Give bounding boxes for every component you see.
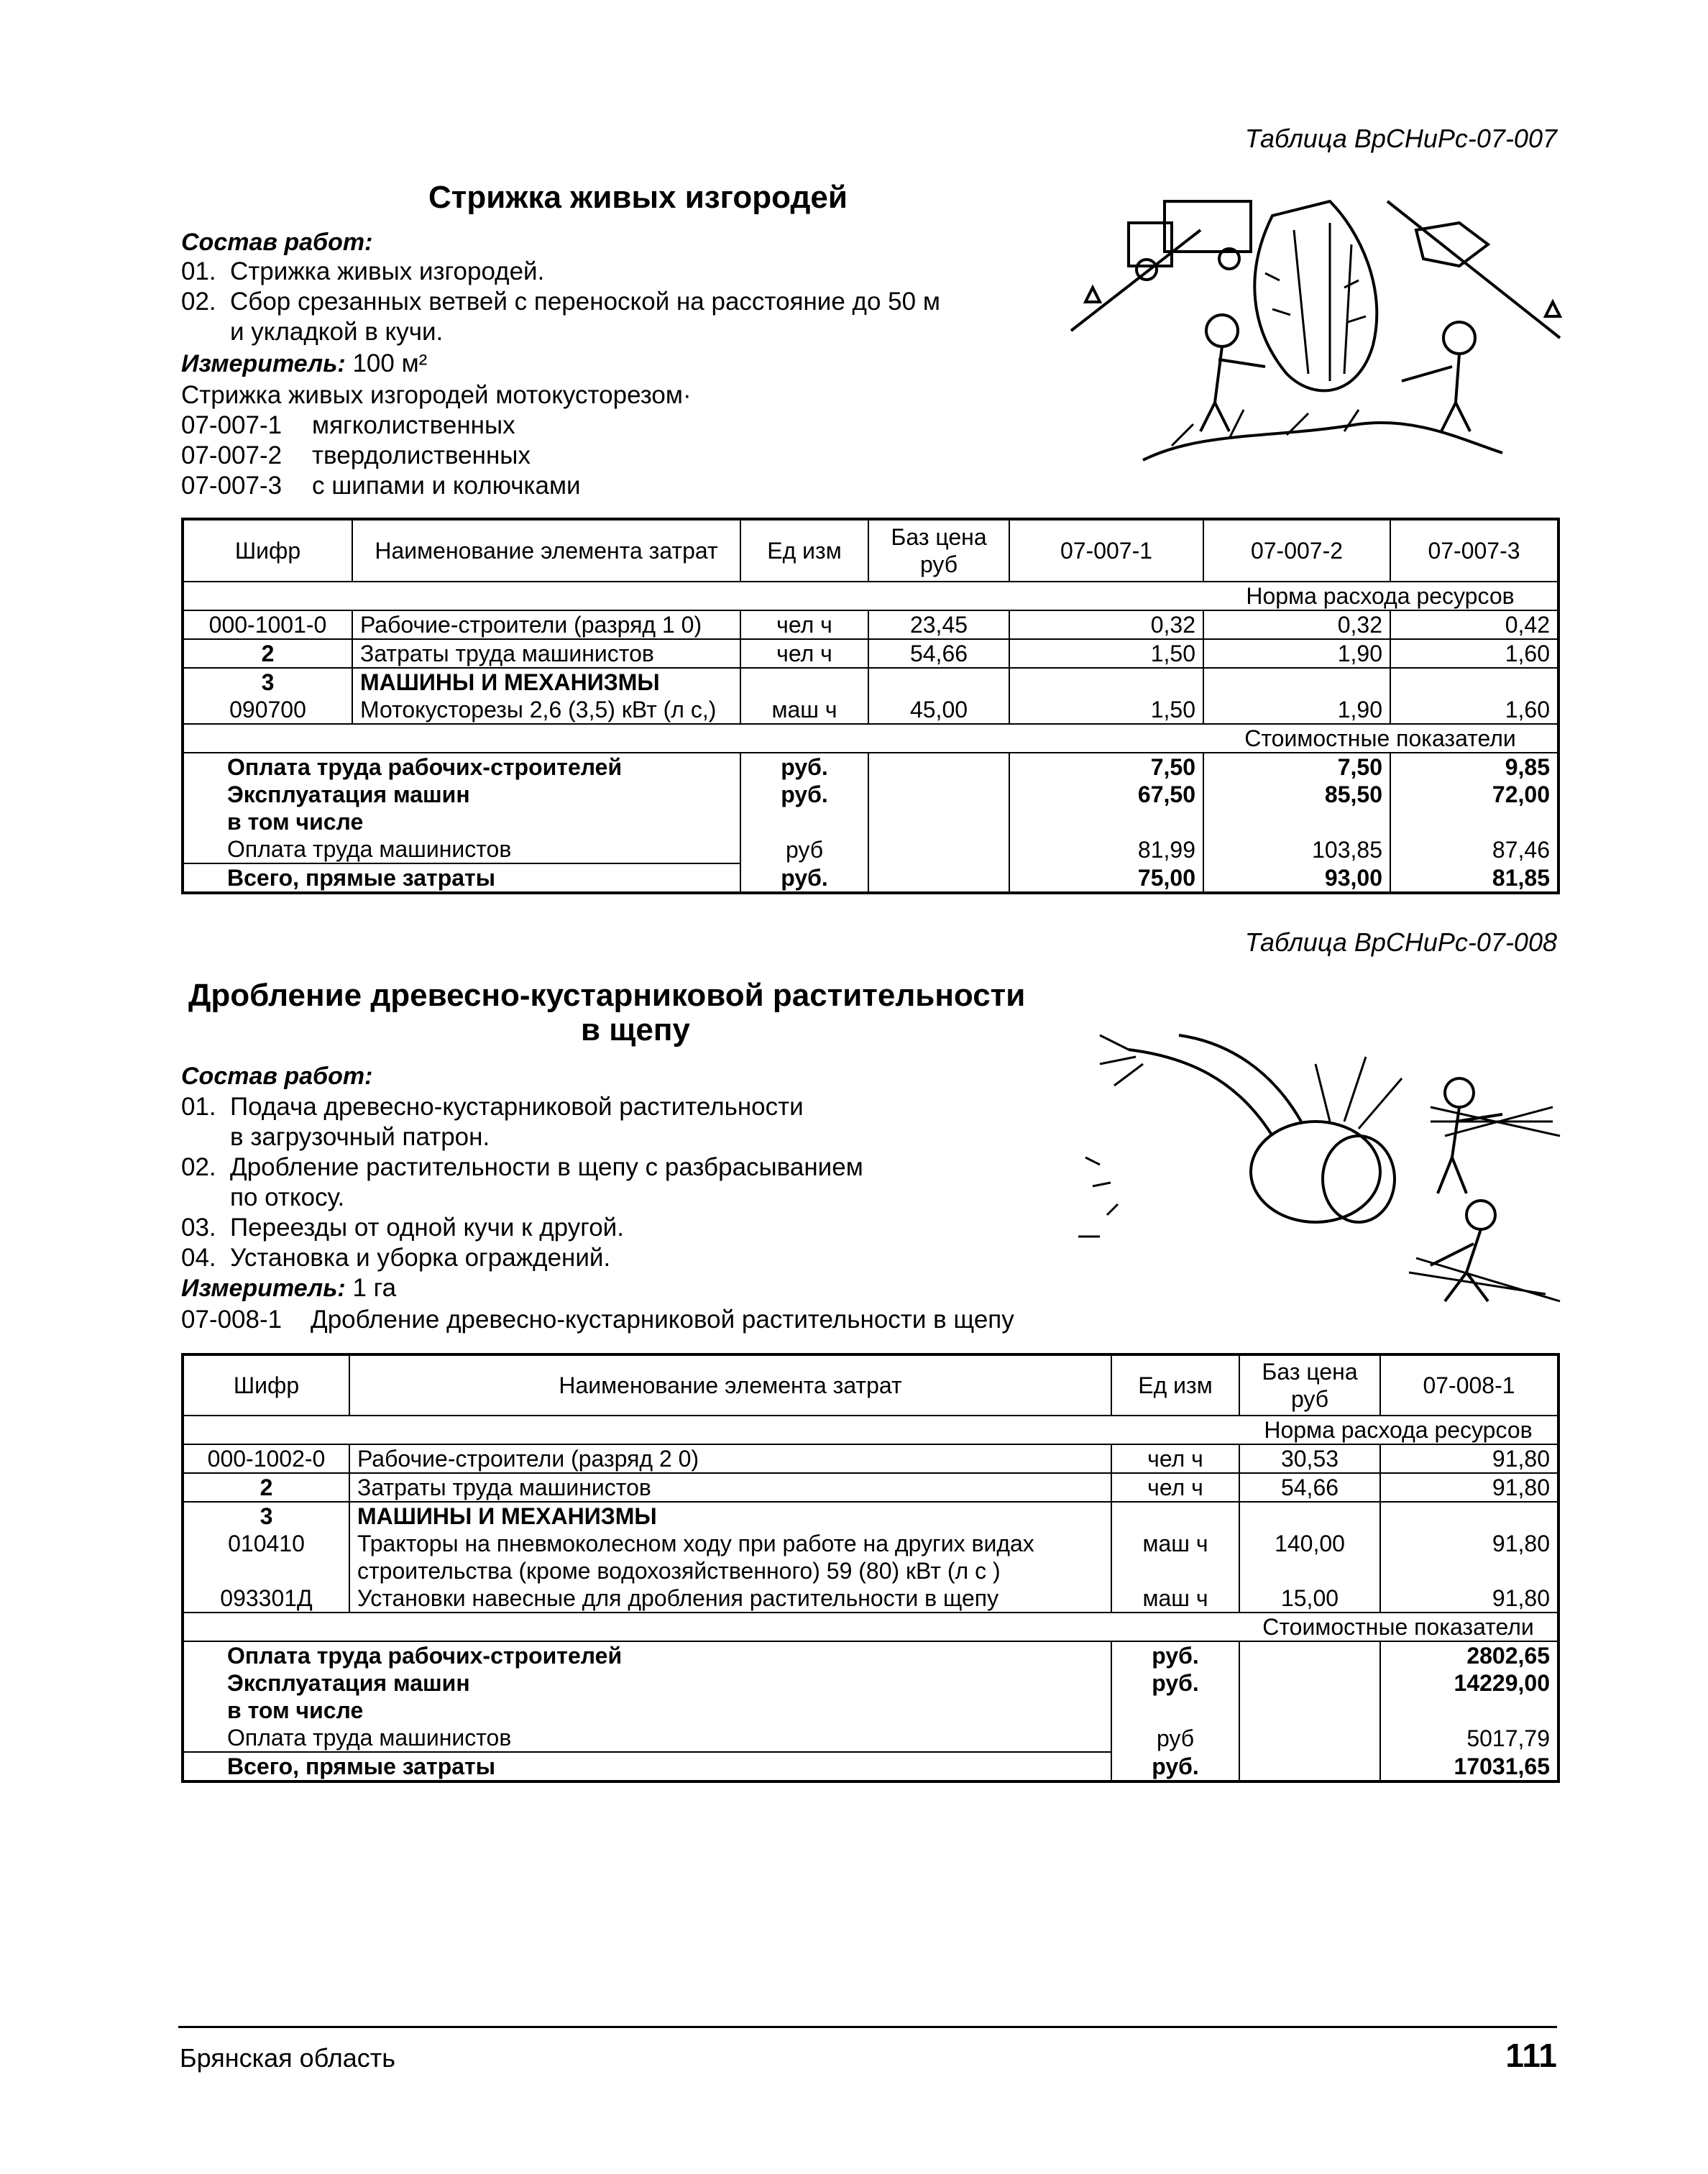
- cost-value: 75,00: [1009, 863, 1203, 893]
- header-col-2: 07-007-2: [1203, 519, 1390, 582]
- table-row: [183, 696, 1558, 724]
- header-price: Баз цена руб: [868, 519, 1009, 582]
- cost-row: [183, 781, 1558, 808]
- header-code: Шифр: [183, 1354, 349, 1416]
- row-value: 91,80: [1380, 1473, 1558, 1502]
- cost-unit: руб.: [1111, 1752, 1239, 1781]
- work-item: 02. Дробление растительности в щепу с разбрасыванием: [181, 1153, 863, 1181]
- row-code: 2: [183, 639, 352, 668]
- band-row: [183, 724, 1558, 753]
- row-value: 0,32: [1009, 610, 1203, 639]
- cost-name: Оплата труда машинистов: [183, 1724, 1111, 1752]
- row-value: 1,50: [1009, 639, 1203, 668]
- subtitle-line: Стрижка живых изгородей мотокусторезом·: [181, 381, 692, 409]
- work-item: 04. Установка и уборка ограждений.: [181, 1244, 611, 1272]
- cost-row: [183, 753, 1558, 781]
- measure-line: [181, 1274, 396, 1303]
- band-row: [183, 1613, 1558, 1641]
- measure-value: 1 га: [352, 1274, 397, 1302]
- row-name: Рабочие-строители (разряд 1 0): [352, 610, 740, 639]
- variant-line: 07-007-1 мягколиственных: [181, 411, 515, 439]
- work-item: 01. Стрижка живых изгородей.: [181, 257, 545, 285]
- header-name: Наименование элемента затрат: [352, 519, 740, 582]
- cost-value: 85,50: [1203, 781, 1390, 808]
- table-row: [183, 1444, 1558, 1473]
- row-price: 15,00: [1239, 1584, 1380, 1613]
- band-norm-label: Норма расхода ресурсов: [1203, 582, 1558, 610]
- cost-value: 17031,65: [1380, 1752, 1558, 1781]
- cost-value: 7,50: [1009, 753, 1203, 781]
- page-number: 111: [1505, 2037, 1557, 2074]
- row-name: Тракторы на пневмоколесном ходу при работе на других видах строительства (кроме водохозяйственного) 59 (80) кВт (л с ): [349, 1530, 1111, 1584]
- row-name: МАШИНЫ И МЕХАНИЗМЫ: [349, 1502, 1111, 1530]
- row-name: Рабочие-строители (разряд 2 0): [349, 1444, 1111, 1473]
- row-value: 91,80: [1380, 1530, 1558, 1584]
- cost-row: [183, 808, 1558, 835]
- cost-name: в том числе: [183, 808, 740, 835]
- row-code: 2: [183, 1473, 349, 1502]
- header-col-1: 07-008-1: [1380, 1354, 1558, 1416]
- row-unit: маш ч: [740, 696, 868, 724]
- table-row: [183, 639, 1558, 668]
- table-row: [183, 1530, 1558, 1584]
- variant-line: 07-007-2 твердолиственных: [181, 441, 531, 469]
- cost-row: [183, 835, 1558, 863]
- work-item: 03. Переезды от одной кучи к другой.: [181, 1214, 624, 1242]
- cost-value: 7,50: [1203, 753, 1390, 781]
- cost-unit: руб.: [740, 863, 868, 893]
- band-cost-label: Стоимостные показатели: [1203, 724, 1558, 753]
- cost-name: Оплата труда рабочих-строителей: [183, 753, 740, 781]
- measure-label: Измеритель:: [181, 1275, 346, 1302]
- row-value: 91,80: [1380, 1444, 1558, 1473]
- row-value: 1,90: [1203, 639, 1390, 668]
- row-unit: чел ч: [1111, 1444, 1239, 1473]
- header-name: Наименование элемента затрат: [349, 1354, 1111, 1416]
- row-price: 54,66: [1239, 1473, 1380, 1502]
- resource-cost-table-07-008: [181, 1353, 1560, 1783]
- table-reference-07-008: Таблица ВрСНиРс-07-008: [1244, 927, 1557, 957]
- cost-value: 9,85: [1390, 753, 1558, 781]
- row-name: Затраты труда машинистов: [349, 1473, 1111, 1502]
- cost-value: 93,00: [1203, 863, 1390, 893]
- work-item: и укладкой в кучи.: [230, 318, 444, 346]
- cost-row: [183, 1641, 1558, 1669]
- cost-name: Эксплуатация машин: [183, 1669, 1111, 1697]
- work-item: 01. Подача древесно-кустарниковой растительности: [181, 1093, 804, 1121]
- cost-unit: руб.: [1111, 1641, 1239, 1669]
- table-row-group: [183, 668, 1558, 696]
- row-code: 000-1002-0: [183, 1444, 349, 1473]
- hedge-trimming-illustration: [1057, 187, 1574, 489]
- work-item: по откосу.: [230, 1183, 345, 1211]
- cost-value: 67,50: [1009, 781, 1203, 808]
- measure-label: Измеритель:: [181, 350, 346, 377]
- band-row: [183, 582, 1558, 610]
- cost-unit: руб: [740, 835, 868, 863]
- section-title-chipping-line2: в щепу: [581, 1012, 690, 1047]
- row-name: Мотокусторезы 2,6 (3,5) кВт (л с,): [352, 696, 740, 724]
- cost-value: 87,46: [1390, 835, 1558, 863]
- cost-value: 81,85: [1390, 863, 1558, 893]
- row-unit: маш ч: [1111, 1530, 1239, 1584]
- row-value: 1,60: [1390, 696, 1558, 724]
- header-price: Баз цена руб: [1239, 1354, 1380, 1416]
- measure-value: 100 м²: [352, 349, 428, 377]
- row-price: 23,45: [868, 610, 1009, 639]
- row-code: 093301Д: [183, 1584, 349, 1613]
- cost-name: Эксплуатация машин: [183, 781, 740, 808]
- row-name: Установки навесные для дробления растительности в щепу: [349, 1584, 1111, 1613]
- row-unit: маш ч: [1111, 1584, 1239, 1613]
- cost-name: Оплата труда машинистов: [183, 835, 740, 863]
- cost-unit: руб.: [740, 753, 868, 781]
- header-unit: Ед изм: [1111, 1354, 1239, 1416]
- table-header-row: [183, 1354, 1558, 1416]
- table-header-row: [183, 519, 1558, 582]
- work-item: в загрузочный патрон.: [230, 1123, 490, 1151]
- row-code: 010410: [183, 1530, 349, 1584]
- cost-row-total: [183, 1752, 1558, 1781]
- band-row: [183, 1416, 1558, 1444]
- row-price: 45,00: [868, 696, 1009, 724]
- measure-line: [181, 349, 427, 378]
- row-code: 3: [183, 668, 352, 696]
- variant-line: 07-008-1 Дробление древесно-кустарниковой растительности в щепу: [181, 1306, 1014, 1334]
- band-cost-label: Стоимостные показатели: [1239, 1613, 1558, 1641]
- footer-divider: [178, 2026, 1557, 2028]
- row-unit: чел ч: [1111, 1473, 1239, 1502]
- row-value: 91,80: [1380, 1584, 1558, 1613]
- row-value: 1,50: [1009, 696, 1203, 724]
- cost-value: 14229,00: [1380, 1669, 1558, 1697]
- cost-value: 72,00: [1390, 781, 1558, 808]
- row-value: 1,90: [1203, 696, 1390, 724]
- cost-value: 2802,65: [1380, 1641, 1558, 1669]
- cost-unit: руб.: [1111, 1669, 1239, 1697]
- row-value: 0,32: [1203, 610, 1390, 639]
- header-col-3: 07-007-3: [1390, 519, 1558, 582]
- row-unit: чел ч: [740, 610, 868, 639]
- table-row: [183, 1584, 1558, 1613]
- cost-row: [183, 1669, 1558, 1697]
- cost-value: 81,99: [1009, 835, 1203, 863]
- row-code: 000-1001-0: [183, 610, 352, 639]
- section-title-hedge-trimming: Стрижка живых изгородей: [428, 180, 848, 215]
- cost-unit: руб.: [740, 781, 868, 808]
- cost-row-total: [183, 863, 1558, 893]
- wood-chipping-illustration: [1057, 1014, 1574, 1316]
- table-row-group: [183, 1502, 1558, 1530]
- row-price: 54,66: [868, 639, 1009, 668]
- header-code: Шифр: [183, 519, 352, 582]
- row-name: МАШИНЫ И МЕХАНИЗМЫ: [352, 668, 740, 696]
- cost-row: [183, 1724, 1558, 1752]
- cost-name: Оплата труда рабочих-строителей: [183, 1641, 1111, 1669]
- row-code: 3: [183, 1502, 349, 1530]
- resource-cost-table-07-007: [181, 518, 1560, 894]
- cost-unit: руб: [1111, 1724, 1239, 1752]
- row-value: 0,42: [1390, 610, 1558, 639]
- footer-region: Брянская область: [180, 2043, 395, 2073]
- header-unit: Ед изм: [740, 519, 868, 582]
- row-price: 30,53: [1239, 1444, 1380, 1473]
- cost-value: 103,85: [1203, 835, 1390, 863]
- row-price: 140,00: [1239, 1530, 1380, 1584]
- row-value: 1,60: [1390, 639, 1558, 668]
- variant-line: 07-007-3 с шипами и колючками: [181, 472, 581, 500]
- table-row: [183, 610, 1558, 639]
- work-item: 02. Сбор срезанных ветвей с переноской на расстояние до 50 м: [181, 288, 940, 316]
- table-row: [183, 1473, 1558, 1502]
- row-name: Затраты труда машинистов: [352, 639, 740, 668]
- cost-value: 5017,79: [1380, 1724, 1558, 1752]
- cost-name: в том числе: [183, 1697, 1111, 1724]
- cost-name: Всего, прямые затраты: [183, 1752, 1111, 1781]
- work-composition-label: Состав работ:: [181, 1063, 373, 1090]
- row-code: 090700: [183, 696, 352, 724]
- header-col-1: 07-007-1: [1009, 519, 1203, 582]
- work-composition-label: Состав работ:: [181, 229, 373, 256]
- cost-name: Всего, прямые затраты: [183, 863, 740, 893]
- cost-row: [183, 1697, 1558, 1724]
- band-norm-label: Норма расхода ресурсов: [1239, 1416, 1558, 1444]
- row-unit: чел ч: [740, 639, 868, 668]
- section-title-chipping-line1: Дробление древесно-кустарниковой растительности: [188, 978, 1026, 1013]
- table-reference-07-007: Таблица ВрСНиРс-07-007: [1244, 124, 1557, 153]
